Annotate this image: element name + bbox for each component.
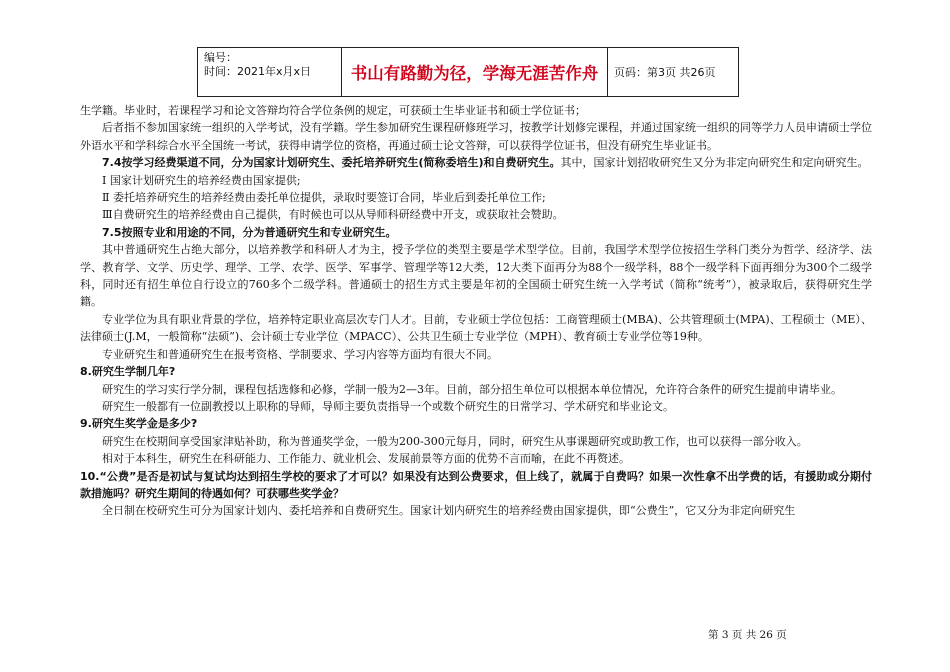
list-item: Ⅱ 委托培养研究生的培养经费由委托单位提供，录取时要签订合同，毕业后到委托单位工作; [102,191,546,205]
list-item: Ⅰ 国家计划研究生的培养经费由国家提供; [102,173,301,187]
header-table [197,47,739,97]
page-label: 页码：第3页 共26页 [614,66,716,79]
paragraph: 研究生的学习实行学分制，课程包括选修和必修，学制一般为2—3年。目前，部分招生单位可以根据本单位情况，允许符合条件的研究生提前申请毕业。 [102,382,842,396]
paragraph: 专业学位为具有职业背景的学位，培养特定职业高层次专门人才。目前，专业硕士学位包括：工商管理硕士(MBA)、公共管理硕士(MPA)、工程硕士（ME）、法律硕士(J.M，一般简称“法硕”)、会计硕士专业学位（MPACC）、公共卫生硕士专业学位（MPH）、教育硕士专业学位等19种。 [80,312,872,344]
paragraph: 其中普通研究生占绝大部分，以培养教学和科研人才为主，授予学位的类型主要是学术型学位。目前，我国学术型学位按招生学科门类分为哲学、经济学、法学、教育学、文学、历史学、理学、工学、农学、医学、军事学、管理学等12大类，12大类下面再分为88个一级学科，88个一级学科下面再细分为300个二级学科，同时还有招生单位自行设立的760多个二级学科。普通硕士的招生方式主要是年初的全国硕士研究生统一入学考试（简称“统考”），被录取后，获得研究生学籍。 [80,243,872,309]
paragraph: 全日制在校研究生可分为国家计划内、委托培养和自费研究生。国家计划内研究生的培养经费由国家提供，即“公费生”，它又分为非定向研究生 [102,504,796,518]
paragraph: 研究生在校期间享受国家津贴补助，称为普通奖学金，一般为200-300元每月，同时，研究生从事课题研究或助教工作，也可以获得一部分收入。 [102,434,808,448]
question-heading: 9.研究生奖学金是多少? [80,417,198,431]
section-heading: 7.5按照专业和用途的不同，分为普通研究生和专业研究生。 [102,225,397,239]
paragraph: 相对于本科生，研究生在科研能力、工作能力、就业机会、发展前景等方面的优势不言而喻，在此不再赘述。 [102,452,630,466]
page-footer: 第 3 页 共 26 页 [708,629,787,641]
paragraph: 后者指不参加国家统一组织的入学考试，没有学籍。学生参加研究生课程研修班学习，按教学计划修完课程，并通过国家统一组织的同等学力人员申请硕士学位外语水平和学科综合水平全国统一考试，获得申请学位的资格，再通过硕士论文答辩，可以获得学位证书，但没有研究生毕业证书。 [80,121,872,152]
section-heading: 7.4按学习经费渠道不同，分为国家计划研究生、委托培养研究生(简称委培生)和自费研究生。 [102,156,561,170]
number-label: 编号： [204,51,237,64]
question-heading: 8.研究生学制几年? [80,365,176,379]
header-info-cell [198,48,342,96]
paragraph: 专业研究生和普通研究生在报考资格、学制要求、学习内容等方面均有很大不同。 [102,347,498,361]
document-body [80,102,872,520]
question-heading: 10.“公费”是否是初试与复试均达到招生学校的要求了才可以？如果没有达到公费要求，但上线了，就属于自费吗？如果一次性拿不出学费的话，有援助或分期付款措施吗？研究生期间的待遇如何？可获哪些奖学金？ [80,469,872,500]
time-label: 时间：2021年x月x日 [204,65,312,78]
list-item: Ⅲ自费研究生的培养经费由自己提供，有时候也可以从导师科研经费中开支，或获取社会赞助。 [102,208,564,222]
paragraph: 生学籍。毕业时，若课程学习和论文答辩均符合学位条例的规定，可获硕士生毕业证书和硕士学位证书； [80,104,586,117]
paragraph-text: 其中，国家计划招收研究生又分为非定向研究生和定向研究生。 [560,156,869,170]
paragraph [80,154,872,171]
paragraph: 研究生一般都有一位副教授以上职称的导师，导师主要负责指导一个或数个研究生的日常学习、学术研究和毕业论文。 [102,399,674,413]
motto: 书山有路勤为径，学海无涯苦作舟 [342,48,608,96]
